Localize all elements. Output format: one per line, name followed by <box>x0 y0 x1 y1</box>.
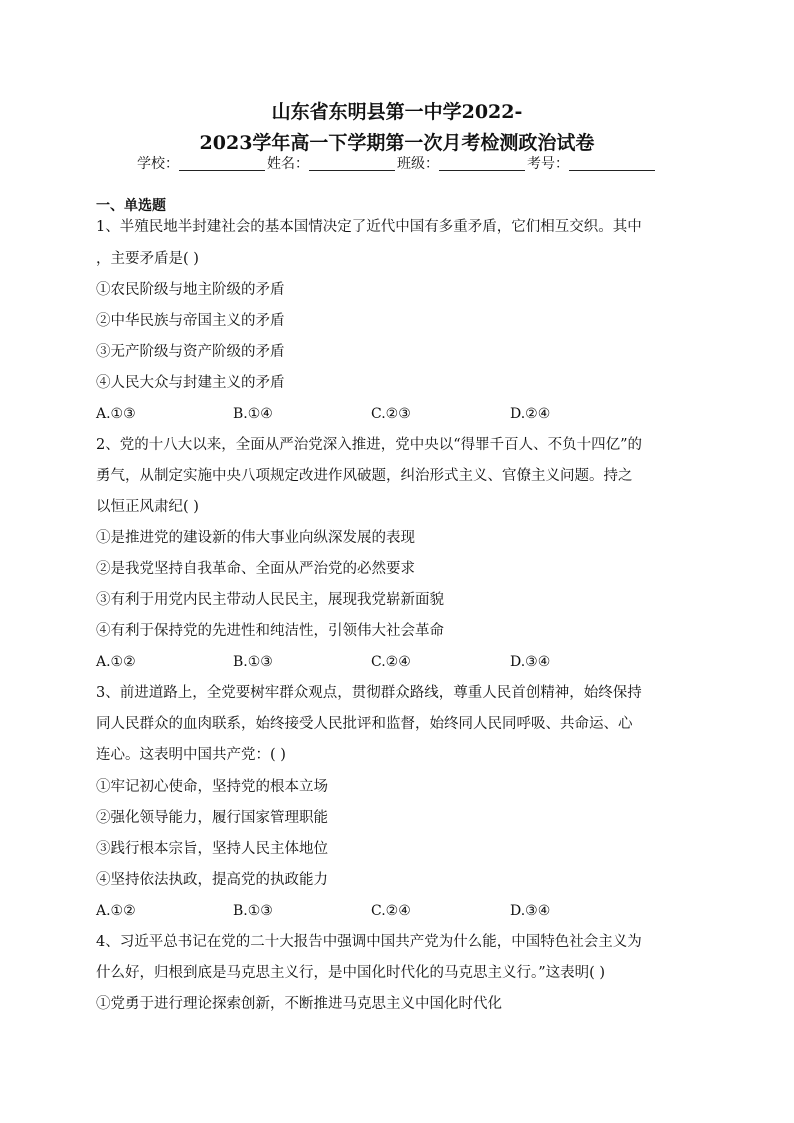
question-1-statement-4: ④人民大众与封建主义的矛盾 <box>96 375 285 391</box>
school-blank <box>179 156 265 171</box>
exam-title-line-1: 山东省东明县第一中学2022- <box>271 101 523 123</box>
question-3-option-a: A.①② <box>96 903 136 919</box>
name-label: 姓名： <box>267 156 309 172</box>
question-2-statement-4: ④有利于保持党的先进性和纯洁性，引领伟大社会革命 <box>96 623 444 639</box>
question-3-option-c: C.②④ <box>371 903 411 919</box>
question-3-stem-line-1: 3、前进道路上，全党要树牢群众观点，贯彻群众路线，尊重人民首创精神，始终保持 <box>96 685 642 701</box>
class-label: 班级： <box>397 156 439 172</box>
question-1-stem-line-2: ，主要矛盾是( ) <box>96 251 199 267</box>
question-2-stem-line-3: 以恒正风肃纪( ) <box>96 499 199 515</box>
question-1-option-a: A.①③ <box>96 406 136 422</box>
question-1-option-d: D.②④ <box>510 406 551 422</box>
question-1-statement-1: ①农民阶级与地主阶级的矛盾 <box>96 282 285 298</box>
question-2-option-d: D.③④ <box>510 654 551 670</box>
exam-title-line-2: 2023学年高一下学期第一次月考检测政治试卷 <box>199 132 595 154</box>
question-2-option-b: B.①③ <box>233 654 273 670</box>
question-4-stem-line-1: 4、习近平总书记在党的二十大报告中强调中国共产党为什么能，中国特色社会主义为 <box>96 934 642 950</box>
exam-number-label: 考号： <box>527 156 569 172</box>
question-2-statement-1: ①是推进党的建设新的伟大事业向纵深发展的表现 <box>96 530 415 546</box>
question-1-option-c: C.②③ <box>371 406 411 422</box>
question-3-option-d: D.③④ <box>510 903 551 919</box>
question-3-stem-line-3: 连心。这表明中国共产党：( ) <box>96 747 286 763</box>
class-blank <box>439 156 525 171</box>
question-2-option-a: A.①② <box>96 654 136 670</box>
question-2-statement-3: ③有利于用党内民主带动人民民主，展现我党崭新面貌 <box>96 592 444 608</box>
question-3-statement-2: ②强化领导能力，履行国家管理职能 <box>96 810 328 826</box>
name-blank <box>309 156 395 171</box>
student-info-row <box>0 153 794 173</box>
question-1-stem-line-1: 1、半殖民地半封建社会的基本国情决定了近代中国有多重矛盾，它们相互交织。其中 <box>96 219 642 235</box>
question-1-statement-3: ③无产阶级与资产阶级的矛盾 <box>96 344 285 360</box>
question-2-stem-line-2: 勇气，从制定实施中央八项规定改进作风破题，纠治形式主义、官僚主义问题。持之 <box>96 468 633 484</box>
question-4-stem-line-2: 什么好，归根到底是马克思主义行，是中国化时代化的马克思主义行。”这表明( ) <box>96 965 606 981</box>
question-2-statement-2: ②是我党坚持自我革命、全面从严治党的必然要求 <box>96 561 415 577</box>
section-title: 一、单选题 <box>96 198 166 214</box>
question-4-statement-1: ①党勇于进行理论探索创新，不断推进马克思主义中国化时代化 <box>96 996 502 1012</box>
school-label: 学校： <box>137 156 179 172</box>
exam-number-blank <box>569 156 655 171</box>
question-3-option-b: B.①③ <box>233 903 273 919</box>
question-3-stem-line-2: 同人民群众的血肉联系，始终接受人民批评和监督，始终同人民同呼吸、共命运、心 <box>96 716 633 732</box>
question-1-option-b: B.①④ <box>233 406 273 422</box>
question-3-statement-4: ④坚持依法执政，提高党的执政能力 <box>96 872 328 888</box>
question-2-option-c: C.②④ <box>371 654 411 670</box>
question-1-statement-2: ②中华民族与帝国主义的矛盾 <box>96 313 285 329</box>
question-3-statement-3: ③践行根本宗旨，坚持人民主体地位 <box>96 841 328 857</box>
question-3-statement-1: ①牢记初心使命，坚持党的根本立场 <box>96 779 328 795</box>
question-2-stem-line-1: 2、党的十八大以来，全面从严治党深入推进，党中央以“得罪千百人、不负十四亿”的 <box>96 437 643 453</box>
